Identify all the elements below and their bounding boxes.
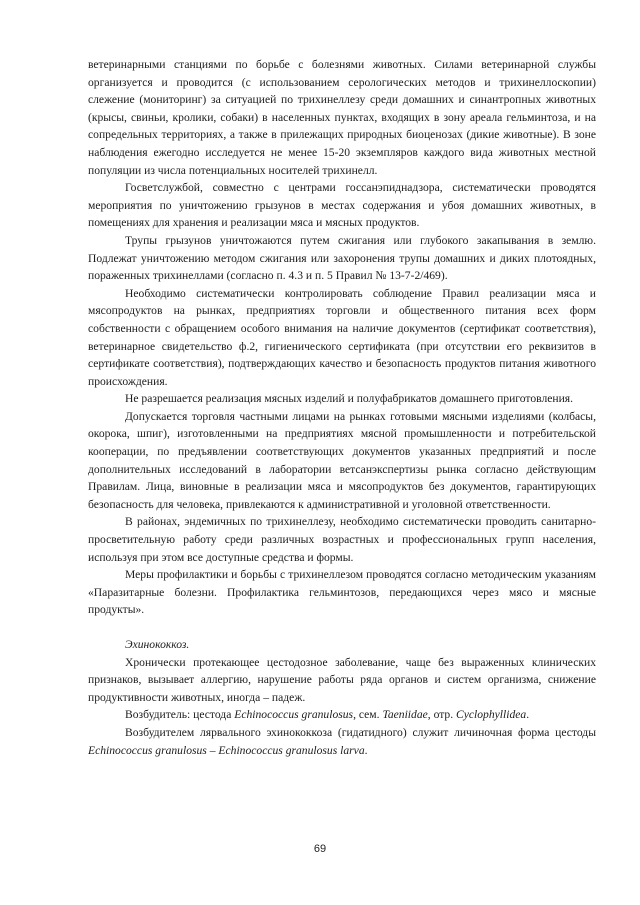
paragraph-pathogen <box>88 706 596 724</box>
paragraph: Трупы грызунов уничтожаются путем сжигания или глубокого закапывания в землю. Подлежат уничтожению методом сжигания или захоронения трупы домашних и диких плотоядных, пораженных трихинеллами (согласно п. 4.3 и п. 5 Правил № 13-7-2/469). <box>88 233 596 283</box>
latin-name: Echinococcus granulosus <box>88 743 207 757</box>
paragraph: Меры профилактики и борьбы с трихинеллезом проводятся согласно методическим указаниям «Паразитарные болезни. Профилактика гельминтозов, передающихся через мясо и мясные продукты». <box>88 568 596 617</box>
text-run: . <box>364 743 368 757</box>
paragraph: Не разрешается реализация мясных изделий и полуфабрикатов домашнего приготовления. <box>125 392 574 406</box>
paragraph: Необходимо систематически контролировать соблюдение Правил реализации мяса и мясопродуктов на рынках, предприятиях торговли и общественного питания всех форм собственности с обращением особого внимания на наличие документов (сертификат соответствия), ветеринарное свидетельство ф.2, гигиенического сертификата (при отсутствии его реквизитов в сертификате соответствия), подтверждающих качество и безопасность продуктов питания животного происхождения. <box>88 286 596 388</box>
text-run: , сем. <box>353 708 383 722</box>
text-run: Возбудителем лярвального эхинококкоза (гидатидного) служит личиночная форма цестоды <box>125 725 596 739</box>
paragraph-larval-form <box>88 724 596 759</box>
text-run: . <box>526 708 530 722</box>
paragraph: Допускается торговля частными лицами на рынках готовыми мясными изделиями (колбасы, окорока, шпиг), изготовленными на предприятиях мясной промышленности и потребительской кооперации, по предъявлении соответствующих документов указанных предприятий и после дополнительных исследований в лаборатории ветсанэкспертизы рынка согласно действующим Правилам. Лица, виновные в реализации мяса и мясопродуктов без документов, гарантирующих безопасность для человека, привлекаются к административной и уголовной ответственности. <box>88 409 596 511</box>
paragraph: Госветслужбой, совместно с центрами госсанэпиднадзора, систематически проводятся мероприятия по уничтожению грызунов в местах содержания и убоя домашних животных, в помещениях для хранения и реализации мяса и мясных продуктов. <box>88 181 596 230</box>
latin-order: Cyclophyllidea <box>456 708 527 722</box>
page-number: 69 <box>313 843 327 855</box>
text-run: Возбудитель: цестода <box>125 708 235 722</box>
text-run: – <box>206 743 219 757</box>
latin-name: Echinococcus granulosus <box>234 708 354 722</box>
document-body <box>88 56 596 759</box>
paragraph: ветеринарными станциями по борьбе с болезнями животных. Силами ветеринарной службы организуется и проводится (с использованием серологических методов и трихинеллоскопии) слежение (мониторинг) за ситуацией по трихинеллезу среди домашних и синантропных животных (крысы, свиньи, кролики, собаки) в населенных пунктах, входящих в зону ареала гельминтоза, и на сопредельных территориях, а также в прилежащих природных биоценозах (дикие животные). В зоне наблюдения ежегодно исследуется не менее 15-20 экземпляров каждого вида животных местной популяции из числа потенциальных носителей трихинелл. <box>88 58 596 177</box>
section-gap <box>88 619 596 636</box>
section-heading: Эхинококкоз. <box>125 638 190 651</box>
latin-family: Taeniidae <box>382 708 428 722</box>
paragraph: В районах, эндемичных по трихинеллезу, необходимо систематически проводить санитарно-просветительную работу среди различных возрастных и профессиональных групп населения, используя при этом все доступные средства и формы. <box>88 515 596 564</box>
latin-larva-name: Echinococcus granulosus larva <box>218 743 365 757</box>
text-run: , отр. <box>427 708 457 722</box>
paragraph: Хронически протекающее цестодозное заболевание, чаще без выраженных клинических признаков, вызывает аллергию, нарушение работы ряда органов и систем организма, снижение продуктивности животных, иногда – падеж. <box>88 655 596 704</box>
